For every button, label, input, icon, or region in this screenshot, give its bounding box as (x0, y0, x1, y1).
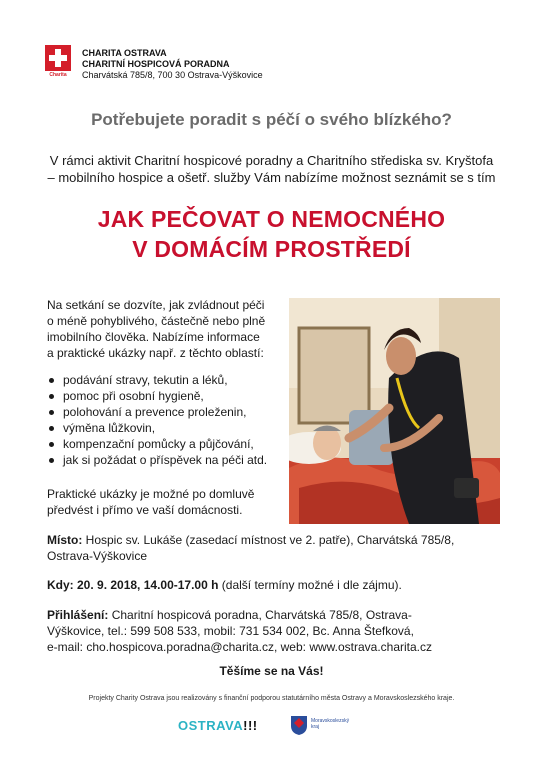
place-line-2: Ostrava-Výškovice (47, 549, 148, 563)
list-item: pomoc při osobní hygieně, (47, 388, 267, 404)
lead-line-3: imobilního člověka. Nabízíme informace (47, 330, 260, 344)
bullet-icon (49, 378, 54, 383)
place-label: Místo: (47, 533, 83, 547)
intro-line-2: – mobilního hospice a ošetř. služby Vám nabízíme možnost seznámit se s tím (47, 170, 496, 185)
org-department: CHARITNÍ HOSPICOVÁ PORADNA (82, 59, 230, 69)
org-address: Charvátská 785/8, 700 30 Ostrava-Výškovice (82, 70, 263, 80)
list-item: jak si požádat o příspěvek na péči atd. (47, 452, 267, 468)
topics-list (47, 372, 267, 468)
closing-text: Těšíme se na Vás! (219, 664, 324, 678)
charita-logo (45, 45, 71, 79)
nurse-photo-illustration (289, 298, 500, 524)
lead-line-4: a praktické ukázky např. z těchto oblastí: (47, 346, 264, 360)
kraj-emblem-icon (289, 714, 309, 736)
org-name: CHARITA OSTRAVA (82, 48, 167, 58)
moravskoslezsky-kraj-logo (289, 714, 349, 738)
when-line: Kdy: 20. 9. 2018, 14.00-17.00 h (další termíny možné i dle zájmu). (47, 578, 402, 592)
bullet-icon (49, 458, 54, 463)
footer-note: Projekty Charity Ostrava jsou realizovány s finanční podporou statutárního města Ostravy a Moravskoslezského kraje. (88, 695, 455, 702)
lead-line-2: o méně pohyblivého, částečně nebo plně (47, 314, 266, 328)
signup-line-2: Výškovice, tel.: 599 508 533, mobil: 731 534 002, Bc. Anna Štefková, (47, 624, 414, 638)
practical-line-1: Praktické ukázky je možné po domluvě (47, 487, 255, 501)
signup-line-3: e-mail: cho.hospicova.poradna@charita.cz, web: www.ostrava.charita.cz (47, 640, 433, 654)
list-item: kompenzační pomůcky a půjčování, (47, 436, 267, 452)
lead-line-1: Na setkání se dozvíte, jak zvládnout péči (47, 298, 265, 312)
nurse-photo (289, 298, 500, 524)
page-title-line-2: V DOMÁCÍM PROSTŘEDÍ (132, 236, 411, 262)
logo-text: Charita (49, 72, 67, 78)
cross-icon-bar (49, 55, 67, 61)
kraj-logo-text: Moravskoslezský kraj (311, 718, 350, 730)
question-heading: Potřebujete poradit s péčí o svého blízkého? (91, 110, 452, 129)
when-label: Kdy: 20. 9. 2018, 14.00-17.00 h (47, 578, 219, 592)
bullet-icon (49, 410, 54, 415)
signup-label: Přihlášení: (47, 608, 109, 622)
list-item: podávání stravy, tekutin a léků, (47, 372, 267, 388)
ostrava-logo: OSTRAVA!!! (178, 718, 258, 733)
place-line-1: Místo: Hospic sv. Lukáše (zasedací místnost ve 2. patře), Charvátská 785/8, (47, 533, 455, 547)
bullet-icon (49, 426, 54, 431)
list-item: výměna lůžkovin, (47, 420, 267, 436)
list-item: polohování a prevence proleženin, (47, 404, 267, 420)
practical-line-2: předvést i přímo ve vaší domácnosti. (47, 503, 243, 517)
bullet-icon (49, 394, 54, 399)
page-title-line-1: JAK PEČOVAT O NEMOCNÉHO (97, 206, 446, 232)
signup-line-1: Přihlášení: Charitní hospicová poradna, Charvátská 785/8, Ostrava- (47, 608, 412, 622)
intro-line-1: V rámci aktivit Charitní hospicové poradny a Charitního střediska sv. Kryštofa (49, 153, 494, 168)
bullet-icon (49, 442, 54, 447)
